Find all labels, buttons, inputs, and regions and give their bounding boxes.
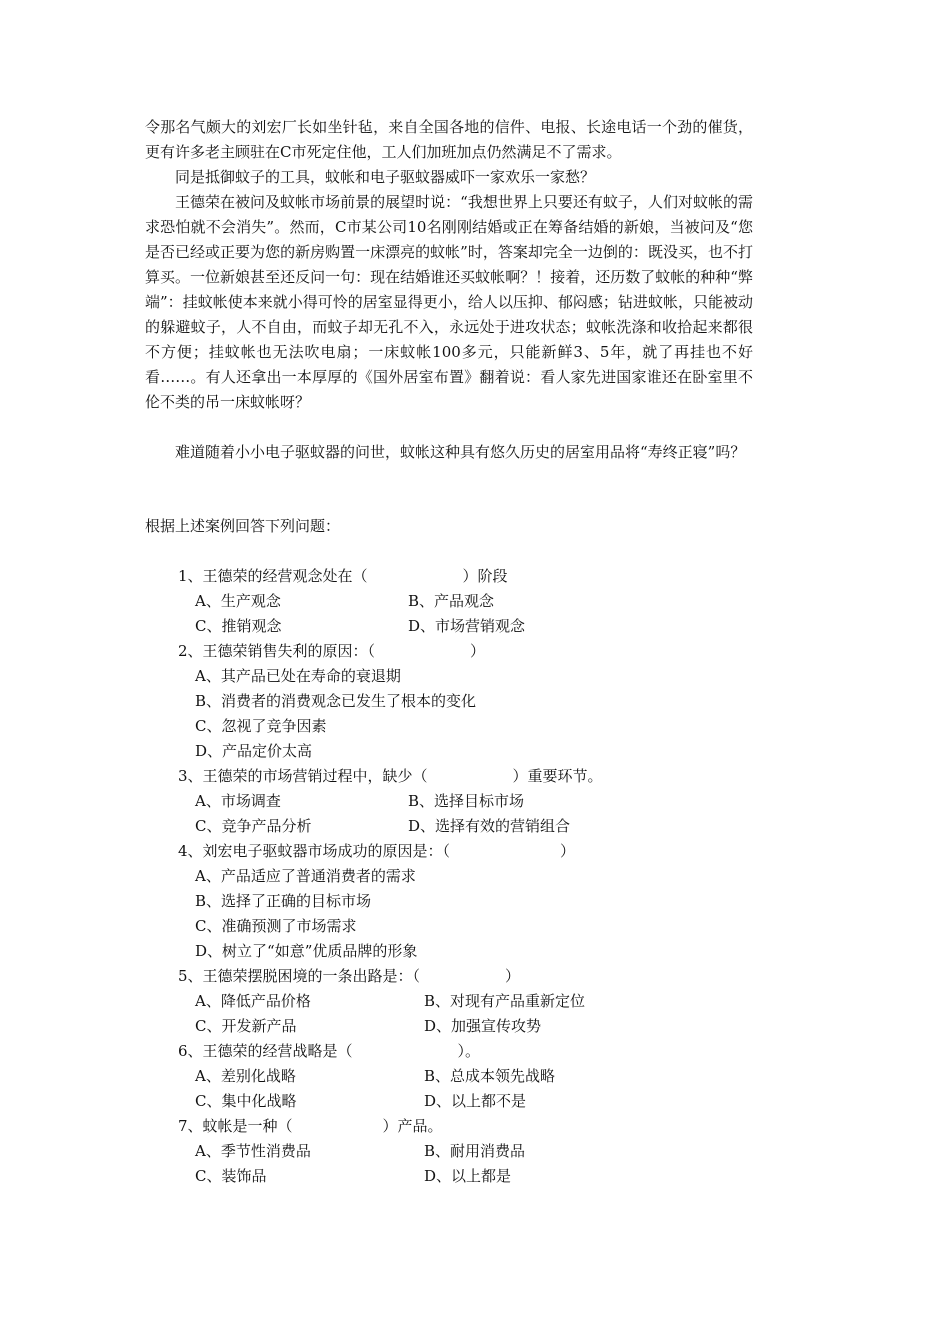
- question-text: 5、王德荣摆脱困境的一条出路是：（: [178, 967, 421, 985]
- question-text-end: ）: [505, 967, 521, 985]
- option-row: [178, 939, 778, 964]
- answer-option[interactable]: B、消费者的消费观念已发生了根本的变化: [195, 692, 477, 710]
- passage-paragraph: 同是抵御蚊子的工具，蚊帐和电子驱蚊器威吓一家欢乐一家愁？: [175, 168, 596, 186]
- answer-option[interactable]: B、选择了正确的目标市场: [195, 892, 372, 910]
- answer-option[interactable]: D、选择有效的营销组合: [408, 817, 571, 835]
- answer-option[interactable]: B、耐用消费品: [424, 1142, 526, 1160]
- question-item: [178, 764, 778, 839]
- question-item: [178, 1039, 778, 1114]
- question-stem: [178, 1114, 778, 1139]
- question-text: 4、刘宏电子驱蚊器市场成功的原因是：（: [178, 842, 451, 860]
- option-row: [178, 689, 778, 714]
- question-text: 1、王德荣的经营观念处在（: [178, 567, 368, 585]
- question-stem: [178, 964, 778, 989]
- answer-option[interactable]: B、对现有产品重新定位: [424, 992, 586, 1010]
- question-text: 3、王德荣的市场营销过程中，缺少（: [178, 767, 428, 785]
- passage-paragraph: 令那名气颇大的刘宏厂长如坐针毡，来自全国各地的信件、电报、长途电话一个劲的催货，更有许多老主顾驻在C市死定住他，工人们加班加点仍然满足不了需求。: [145, 118, 753, 161]
- answer-option[interactable]: D、以上都是: [424, 1167, 512, 1185]
- question-text: 2、王德荣销售失利的原因：（: [178, 642, 376, 660]
- answer-option[interactable]: C、开发新产品: [195, 1017, 297, 1035]
- answer-option[interactable]: A、市场调查: [195, 792, 281, 810]
- question-text-end: ）。: [457, 1042, 481, 1060]
- question-text-end: ）重要环节。: [512, 767, 603, 785]
- answer-option[interactable]: C、集中化战略: [195, 1092, 297, 1110]
- question-text: 7、蚊帐是一种（: [178, 1117, 293, 1135]
- passage-paragraph: 难道随着小小电子驱蚊器的问世，蚊帐这种具有悠久历史的居室用品将“寿终正寝”吗？: [175, 443, 746, 461]
- question-text-end: ）产品。: [382, 1117, 443, 1135]
- option-row: [178, 664, 778, 689]
- option-row: [178, 864, 778, 889]
- question-item: [178, 1114, 778, 1189]
- option-row: [178, 1089, 778, 1114]
- answer-option[interactable]: C、忽视了竞争因素: [195, 717, 327, 735]
- question-stem: [178, 839, 778, 864]
- question-text-end: ）: [470, 642, 486, 660]
- answer-option[interactable]: A、其产品已处在寿命的衰退期: [195, 667, 401, 685]
- option-row: [178, 989, 778, 1014]
- answer-option[interactable]: D、树立了“如意”优质品牌的形象: [195, 942, 418, 960]
- question-text-end: ）: [560, 842, 576, 860]
- question-list: [178, 564, 778, 1189]
- answer-option[interactable]: A、生产观念: [195, 592, 281, 610]
- option-row: [178, 714, 778, 739]
- answer-option[interactable]: A、降低产品价格: [195, 992, 311, 1010]
- answer-option[interactable]: C、推销观念: [195, 617, 282, 635]
- question-text-end: ）阶段: [462, 567, 508, 585]
- question-stem: [178, 564, 778, 589]
- question-item: [178, 564, 778, 639]
- answer-option[interactable]: B、总成本领先战略: [424, 1067, 556, 1085]
- option-row: [178, 589, 778, 614]
- option-row: [178, 739, 778, 764]
- question-stem: [178, 764, 778, 789]
- question-text: 6、王德荣的经营战略是（: [178, 1042, 353, 1060]
- answer-option[interactable]: C、装饰品: [195, 1167, 267, 1185]
- answer-option[interactable]: D、市场营销观念: [408, 617, 526, 635]
- option-row: [178, 1064, 778, 1089]
- question-stem: [178, 639, 778, 664]
- question-item: [178, 639, 778, 764]
- option-row: [178, 789, 778, 814]
- answer-option[interactable]: B、选择目标市场: [408, 792, 525, 810]
- answer-option[interactable]: A、差别化战略: [195, 1067, 296, 1085]
- option-row: [178, 1014, 778, 1039]
- answer-option[interactable]: D、以上都不是: [424, 1092, 527, 1110]
- option-row: [178, 814, 778, 839]
- option-row: [178, 889, 778, 914]
- answer-option[interactable]: B、产品观念: [408, 592, 495, 610]
- option-row: [178, 614, 778, 639]
- answer-option[interactable]: A、季节性消费品: [195, 1142, 311, 1160]
- passage-paragraph: 王德荣在被问及蚊帐市场前景的展望时说：“我想世界上只要还有蚊子，人们对蚊帐的需求恐怕就不会消失”。然而，C市某公司10名刚刚结婚或正在筹备结婚的新娘，当被问及“您是否已经或正要为您的新房购置一床漂亮的蚊帐”时，答案却完全一边倒的：既没买，也不打算买。一位新娘甚至还反问一句：现在结婚谁还买蚊帐啊？！接着，还历数了蚊帐的种种“弊端”：挂蚊帐使本来就小得可怜的居室显得更小，给人以压抑、郁闷感；钻进蚊帐，只能被动的躲避蚊子，人不自由，而蚊子却无孔不入，永远处于进攻状态；蚊帐洗涤和收拾起来都很不方便；挂蚊帐也无法吹电扇；一床蚊帐100多元，只能新鲜3、5年，就了再挂也不好看……。有人还拿出一本厚厚的《国外居室布置》翻着说：看人家先进国家谁还在卧室里不伦不类的吊一床蚊帐呀？: [145, 193, 753, 411]
- option-row: [178, 914, 778, 939]
- answer-option[interactable]: C、竞争产品分析: [195, 817, 312, 835]
- question-item: [178, 839, 778, 964]
- question-item: [178, 964, 778, 1039]
- answer-option[interactable]: C、准确预测了市场需求: [195, 917, 357, 935]
- option-row: [178, 1139, 778, 1164]
- question-stem: [178, 1039, 778, 1064]
- question-prompt: 根据上述案例回答下列问题：: [145, 517, 341, 535]
- answer-option[interactable]: D、加强宣传攻势: [424, 1017, 542, 1035]
- answer-option[interactable]: D、产品定价太高: [195, 742, 313, 760]
- answer-option[interactable]: A、产品适应了普通消费者的需求: [195, 867, 416, 885]
- option-row: [178, 1164, 778, 1189]
